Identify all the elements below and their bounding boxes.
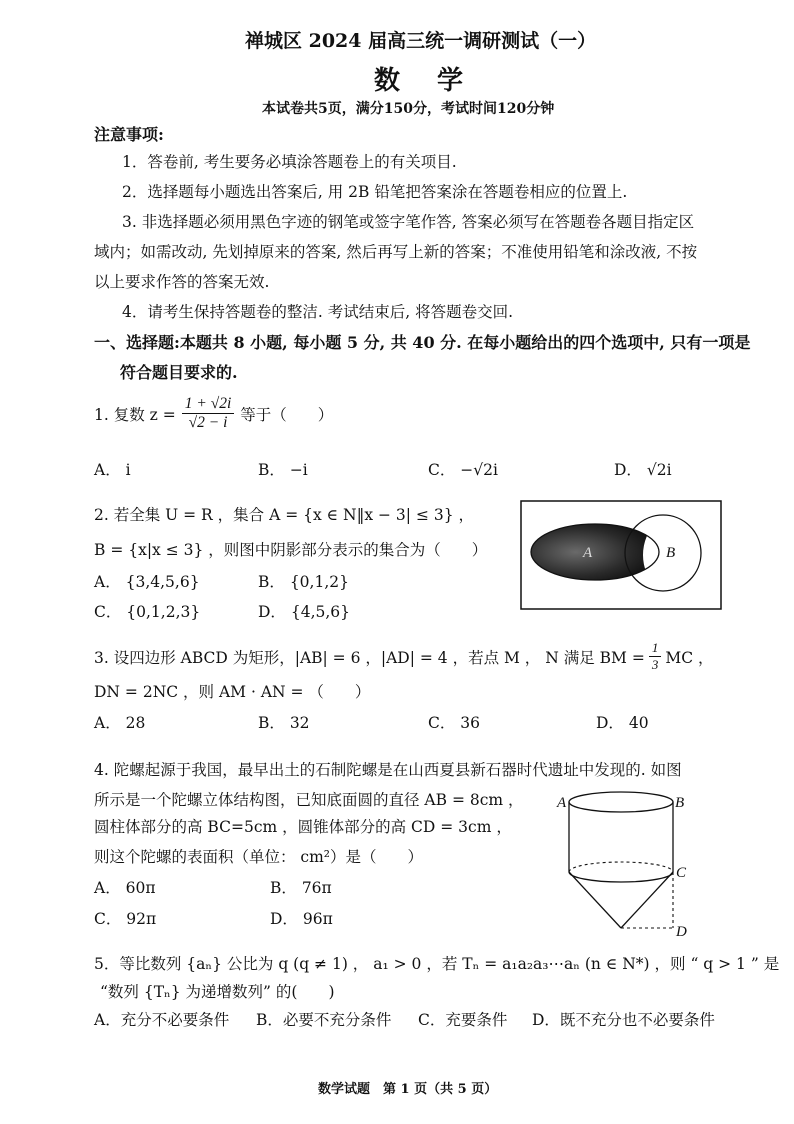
page-footer: 数学试题 第 1 页（共 5 页） — [318, 1082, 498, 1097]
q3-option-a: A． 28 — [94, 714, 146, 732]
q4-option-a: A． 60π — [94, 879, 156, 897]
q1-option-c: C． −√2i — [428, 461, 498, 479]
q3-option-b: B． 32 — [258, 714, 310, 732]
question-4-line4: 则这个陀螺的表面积（单位： cm²）是（ ） — [94, 848, 424, 866]
q1-numerator: 1 + √2i — [182, 395, 235, 414]
q2-option-a: A． {3,4,5,6} — [94, 573, 200, 591]
question-4-line3: 圆柱体部分的高 BC=5cm ，圆锥体部分的高 CD = 3cm ， — [94, 818, 512, 836]
question-2-line2: B = {x|x ≤ 3} ，则图中阴影部分表示的集合为（ ） — [94, 541, 488, 559]
q2-option-c: C． {0,1,2,3} — [94, 603, 201, 621]
q3-text-b: MC ， — [665, 648, 714, 667]
q1-prefix: 1. 复数 z = — [94, 405, 176, 424]
point-d-label: D — [676, 924, 687, 940]
q3-frac-num: 1 — [649, 640, 662, 657]
notice-item-3: 3. 非选择题必须用黑色字迹的钢笔或签字笔作答, 答案必须写在答题卷各题目指定区 — [122, 213, 695, 231]
point-c-label: C — [676, 865, 687, 881]
q3-fraction — [649, 640, 662, 673]
top-base-ellipse — [569, 792, 673, 812]
q5-option-b: B．必要不充分条件 — [256, 1011, 392, 1029]
question-2-line1: 2. 若全集 U = R ，集合 A = {x ∈ N‖x − 3| ≤ 3} ， — [94, 506, 475, 524]
exam-info: 本试卷共5页，满分150分，考试时间120分钟 — [262, 101, 555, 117]
q1-option-a: A． i — [94, 461, 131, 479]
question-5-line2: “数列 {Tₙ} 为递增数列” 的( ) — [100, 983, 335, 1001]
exam-title: 禅城区 2024 届高三统一调研测试（一） — [245, 30, 597, 52]
q2-option-d: D． {4,5,6} — [258, 603, 351, 621]
section-heading: 一、选择题:本题共 8 小题, 每小题 5 分, 共 40 分. 在每小题给出的四个选项中, 只有一项是 — [94, 333, 751, 352]
q4-option-d: D． 96π — [270, 910, 333, 928]
point-a-label: A — [557, 795, 567, 811]
q1-option-b: B． −i — [258, 461, 308, 479]
q3-option-d: D． 40 — [596, 714, 649, 732]
venn-label-a: A — [583, 545, 593, 561]
question-4-line2: 所示是一个陀螺立体结构图，已知底面圆的直径 AB = 8cm ， — [94, 791, 524, 809]
q3-frac-den: 3 — [651, 657, 659, 672]
q4-option-b: B． 76π — [270, 879, 332, 897]
q5-option-a: A．充分不必要条件 — [94, 1011, 230, 1029]
question-1 — [94, 395, 333, 432]
bottom-ellipse-front — [569, 872, 673, 882]
point-b-label: B — [675, 795, 685, 811]
question-3-line1 — [94, 640, 714, 673]
q1-denominator: √2 − i — [188, 414, 228, 431]
venn-diagram — [520, 500, 722, 610]
q3-text-a: 3. 设四边形 ABCD 为矩形，|AB| = 6 ，|AD| = 4 ，若点 M ， N 满足 BM = — [94, 648, 645, 667]
q5-option-d: D．既不充分也不必要条件 — [532, 1011, 715, 1029]
q3-option-c: C． 36 — [428, 714, 481, 732]
notice-item-3-cont: 域内；如需改动, 先划掉原来的答案, 然后再写上新的答案；不准使用铅笔和涂改液, 不按 — [94, 243, 698, 261]
q1-fraction — [182, 395, 235, 432]
section-heading-cont: 符合题目要求的. — [120, 363, 238, 382]
q5-option-c: C．充要条件 — [418, 1011, 508, 1029]
q2-option-b: B． {0,1,2} — [258, 573, 349, 591]
q1-suffix: 等于（ ） — [240, 405, 334, 424]
question-5-line1: 5．等比数列 {aₙ} 公比为 q (q ≠ 1) ， a₁ > 0 ，若 Tₙ = a₁a₂a₃⋯aₙ (n ∈ N*) ，则 “ q > 1 ” 是 — [94, 955, 780, 973]
q4-option-c: C． 92π — [94, 910, 157, 928]
notice-item-1: 1．答卷前, 考生要务必填涂答题卷上的有关项目. — [122, 153, 457, 171]
question-3-line2: DN = 2NC ，则 AM · AN = （ ） — [94, 683, 371, 701]
venn-label-b: B — [666, 545, 676, 561]
bottom-ellipse-back — [569, 862, 673, 872]
q1-option-d: D． √2i — [614, 461, 672, 479]
subject-title: 数 学 — [374, 66, 478, 96]
notice-item-3-end: 以上要求作答的答案无效. — [94, 273, 270, 291]
notice-item-2: 2．选择题每小题选出答案后, 用 2B 铅笔把答案涂在答题卷相应的位置上. — [122, 183, 628, 201]
notice-heading: 注意事项: — [94, 125, 164, 144]
notice-item-4: 4．请考生保持答题卷的整洁. 考试结束后, 将答题卷交回. — [122, 303, 513, 321]
question-4-line1: 4. 陀螺起源于我国，最早出土的石制陀螺是在山西夏县新石器时代遗址中发现的. 如图 — [94, 761, 682, 779]
gyro-figure — [554, 786, 694, 944]
